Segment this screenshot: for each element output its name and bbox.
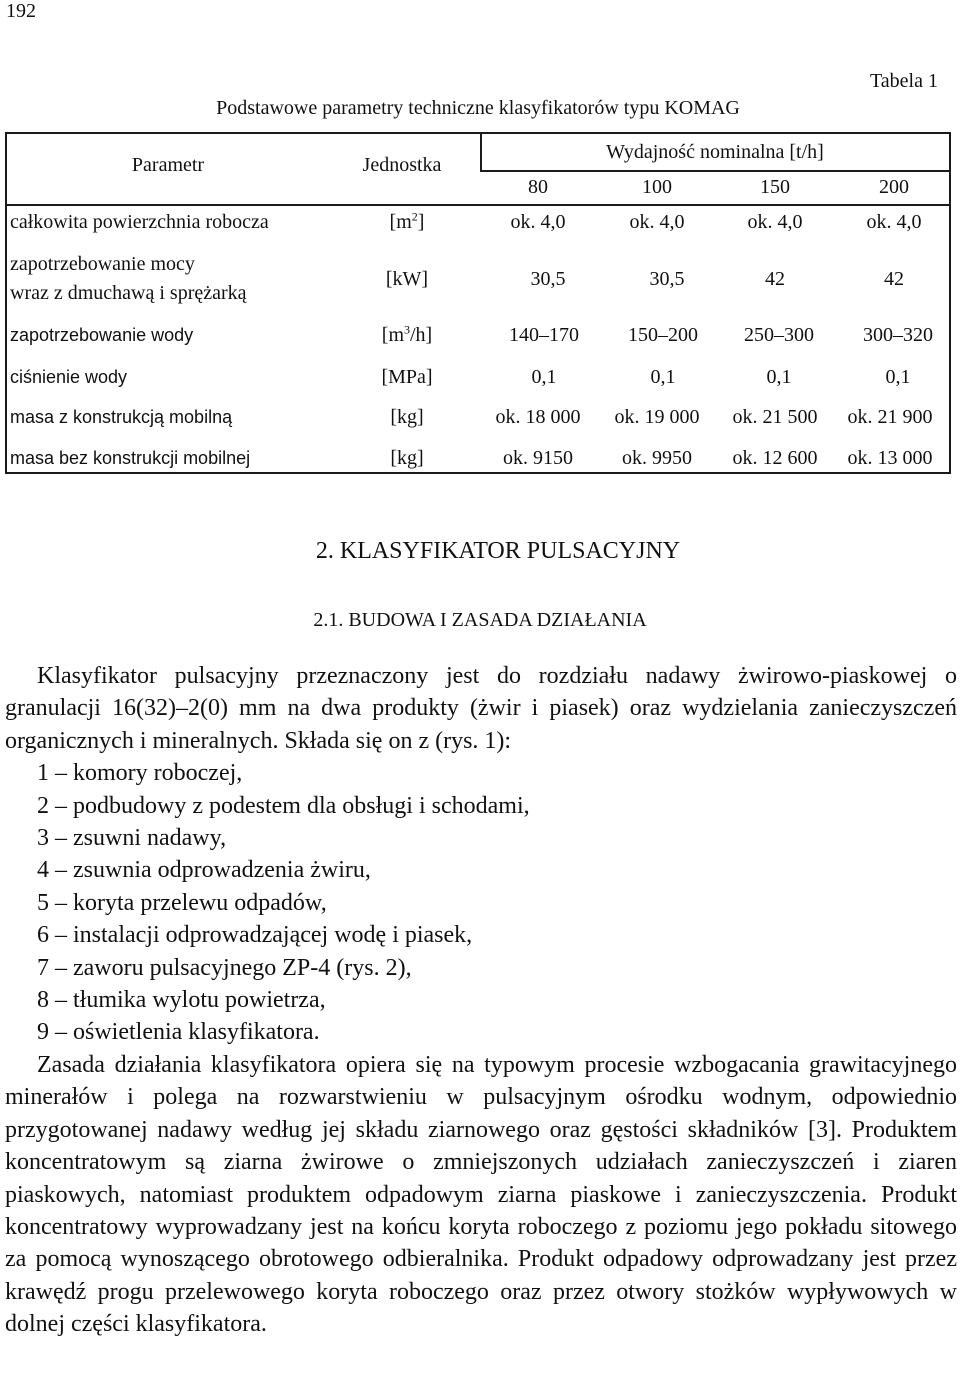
list-item: 5 – koryta przelewu odpadów,	[37, 889, 327, 916]
paragraph-intro: Klasyfikator pulsacyjny przeznaczony jest do rozdziału nadawy żwirowo-piaskowej o granulacji 16(32)–2(0) mm na dwa produkty (żwir i piasek) oraz wydzielania zanieczyszczeń organicznych i mineralnych. Składa się on z (rys. 1):	[5, 663, 957, 754]
list-item: 7 – zaworu pulsacyjnego ZP-4 (rys. 2),	[37, 954, 412, 981]
table-row-unit: [kW]	[385, 268, 429, 290]
table-cell: 150–200	[628, 324, 698, 346]
header-col-150: 150	[760, 176, 790, 198]
table-cell: ok. 4,0	[629, 211, 685, 233]
table-cell: ok. 9150	[503, 447, 573, 469]
unit-sup: 3	[404, 322, 410, 337]
table-cell: ok. 21 900	[847, 406, 933, 428]
section-title	[0, 538, 960, 565]
table-row-unit	[382, 324, 432, 347]
subsection-title-text: 2.1. BUDOWA I ZASADA DZIAŁANIA	[313, 609, 647, 631]
table-label: Tabela 1	[869, 70, 938, 92]
table-cell: 42	[884, 268, 904, 290]
header-unit: Jednostka	[362, 154, 442, 176]
table-cell: ok. 18 000	[495, 406, 581, 428]
table-cell: 30,5	[530, 268, 566, 290]
unit-sup: 2	[411, 209, 418, 224]
table-cell: 0,1	[531, 366, 557, 388]
table-row-unit	[390, 211, 425, 234]
table-cell: ok. 4,0	[747, 211, 803, 233]
header-col-100: 100	[642, 176, 672, 198]
parameters-table	[5, 132, 951, 474]
list-item: 4 – zsuwnia odprowadzenia żwiru,	[37, 857, 371, 884]
table-cell: ok. 12 600	[732, 447, 818, 469]
table-cell: 0,1	[766, 366, 792, 388]
table-cell: 0,1	[650, 366, 676, 388]
table-row-unit: [kg]	[390, 447, 424, 469]
list-item: 6 – instalacji odprowadzającej wodę i piasek,	[37, 922, 473, 949]
table-row-param: ciśnienie wody	[10, 367, 128, 387]
table-row-unit: [MPa]	[381, 366, 433, 388]
table-row-param: zapotrzebowanie mocy	[10, 253, 195, 275]
list-item: 9 – oświetlenia klasyfikatora.	[37, 1019, 320, 1046]
header-group: Wydajność nominalna [t/h]	[606, 141, 824, 163]
header-param: Parametr	[131, 154, 205, 176]
table-cell: 250–300	[744, 324, 814, 346]
table-cell: ok. 21 500	[732, 406, 818, 428]
table-caption-text: Podstawowe parametry techniczne klasyfikatorów typu KOMAG	[216, 97, 740, 119]
table-divider-group	[480, 170, 951, 172]
unit-base: [m	[389, 211, 412, 233]
table-cell: ok. 19 000	[614, 406, 700, 428]
table-cell: 300–320	[863, 324, 933, 346]
table-row-param: zapotrzebowanie wody	[10, 325, 194, 345]
list-item: 3 – zsuwni nadawy,	[37, 825, 227, 852]
component-list	[5, 757, 957, 1049]
list-item: 2 – podbudowy z podestem dla obsługi i schodami,	[37, 792, 530, 819]
table-row-param: masa z konstrukcją mobilną	[10, 407, 233, 427]
table-row-param: wraz z dmuchawą i sprężarką	[10, 282, 247, 304]
table-cell: ok. 9950	[622, 447, 692, 469]
table-caption	[0, 97, 960, 120]
unit-rest: ]	[417, 211, 425, 233]
header-col-200: 200	[879, 176, 909, 198]
table-row-unit: [kg]	[390, 406, 424, 428]
table-cell: ok. 13 000	[847, 447, 933, 469]
page-number: 192	[6, 0, 36, 22]
table-cell: 42	[765, 268, 785, 290]
table-cell: ok. 4,0	[510, 211, 566, 233]
header-col-80: 80	[528, 176, 548, 198]
list-item: 8 – tłumika wylotu powietrza,	[37, 987, 326, 1014]
unit-base: [m	[381, 324, 404, 346]
table-cell: 140–170	[509, 324, 579, 346]
paragraph-principle: Zasada działania klasyfikatora opiera się na typowym procesie wzbogacania grawitacyjnego minerałów i polega na rozwarstwieniu w pulsacyjnym ośrodku wodnym, odpowiednio przygotowanej nadawy według jej składu ziarnowego oraz gęstości składników [3]. Produktem koncentratowym są ziarna żwirowe o zmniejszonych udziałach zanieczyszczeń i ziaren piaskowych, natomiast produktem odpadowym ziarna piaskowe i zanieczyszczenia. Produkt koncentratowy wyprowadzany jest na końcu koryta roboczego z poziomu jego pokładu sitowego za pomocą wynoszącego obrotowego odbieralnika. Produkt odpadowy odprowadzany jest przez krawędź progu przelewowego koryta roboczego oraz przez otwory stożków wypływowych w dolnej części klasyfikatora.	[5, 1051, 957, 1338]
unit-rest: /h]	[410, 324, 433, 346]
section-title-text: 2. KLASYFIKATOR PULSACYJNY	[315, 538, 681, 564]
table-row-param: całkowita powierzchnia robocza	[10, 211, 269, 233]
table-row-param: masa bez konstrukcji mobilnej	[10, 448, 251, 468]
table-cell: 0,1	[885, 366, 911, 388]
table-cell: ok. 4,0	[866, 211, 922, 233]
table-divider-unit	[480, 134, 482, 172]
subsection-title	[0, 609, 960, 632]
list-item: 1 – komory roboczej,	[37, 760, 243, 787]
table-cell: 30,5	[649, 268, 685, 290]
body-text	[5, 660, 957, 1341]
table-divider-header	[7, 204, 949, 206]
